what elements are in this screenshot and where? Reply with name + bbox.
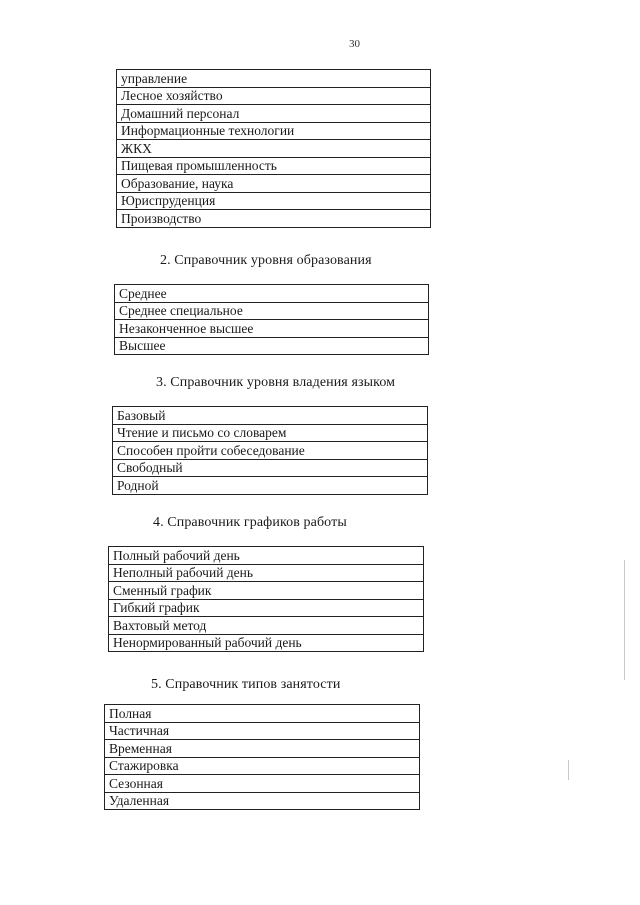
table-cell: Способен пройти собеседование [113, 442, 428, 460]
table-row [105, 722, 420, 740]
table-cell: Образование, наука [117, 175, 431, 193]
table-cell: Лесное хозяйство [117, 87, 431, 105]
section-heading-education: 2. Справочник уровня образования [160, 253, 372, 268]
table-row [115, 285, 429, 303]
table-row [105, 792, 420, 810]
table-row [117, 122, 431, 140]
table-row [109, 564, 424, 582]
table-row [117, 175, 431, 193]
industry-table [116, 69, 431, 228]
table-row [105, 705, 420, 723]
table-row [113, 424, 428, 442]
table-row [105, 757, 420, 775]
table-row [105, 775, 420, 793]
table-cell: управление [117, 70, 431, 88]
table-cell: Незаконченное высшее [115, 320, 429, 338]
table-cell: Частичная [105, 722, 420, 740]
language-table [112, 406, 428, 495]
table-row [117, 192, 431, 210]
table-cell: Информационные технологии [117, 122, 431, 140]
table-cell: Чтение и письмо со словарем [113, 424, 428, 442]
scan-artifact [624, 560, 625, 680]
table-row [115, 337, 429, 355]
table-cell: Пищевая промышленность [117, 157, 431, 175]
table-row [117, 105, 431, 123]
table-cell: Неполный рабочий день [109, 564, 424, 582]
table-row [109, 582, 424, 600]
table-row [117, 87, 431, 105]
table-cell: Производство [117, 210, 431, 228]
table-row [109, 547, 424, 565]
table-row [117, 70, 431, 88]
scan-artifact [568, 760, 569, 780]
table-cell: Сезонная [105, 775, 420, 793]
table-cell: Родной [113, 477, 428, 495]
table-cell: Высшее [115, 337, 429, 355]
table-cell: Вахтовый метод [109, 617, 424, 635]
table-row [113, 459, 428, 477]
table-row [113, 477, 428, 495]
table-row [109, 617, 424, 635]
table-cell: Полная [105, 705, 420, 723]
employment-table [104, 704, 420, 810]
table-cell: Ненормированный рабочий день [109, 634, 424, 652]
table-cell: Стажировка [105, 757, 420, 775]
section-heading-schedule: 4. Справочник графиков работы [153, 515, 347, 530]
table-cell: Полный рабочий день [109, 547, 424, 565]
table-row [109, 599, 424, 617]
table-cell: ЖКХ [117, 140, 431, 158]
table-cell: Юриспруденция [117, 192, 431, 210]
table-row [113, 442, 428, 460]
education-table [114, 284, 429, 355]
table-cell: Среднее специальное [115, 302, 429, 320]
section-heading-employment: 5. Справочник типов занятости [151, 677, 341, 692]
table-cell: Базовый [113, 407, 428, 425]
table-cell: Среднее [115, 285, 429, 303]
table-cell: Сменный график [109, 582, 424, 600]
table-row [115, 320, 429, 338]
table-cell: Гибкий график [109, 599, 424, 617]
section-heading-language: 3. Справочник уровня владения языком [156, 375, 396, 390]
table-cell: Удаленная [105, 792, 420, 810]
table-row [117, 157, 431, 175]
table-cell: Временная [105, 740, 420, 758]
schedule-table [108, 546, 424, 652]
table-row [113, 407, 428, 425]
table-row [109, 634, 424, 652]
table-row [115, 302, 429, 320]
table-cell: Домашний персонал [117, 105, 431, 123]
table-row [105, 740, 420, 758]
table-cell: Свободный [113, 459, 428, 477]
table-row [117, 210, 431, 228]
table-row [117, 140, 431, 158]
page-number: 30 [349, 38, 360, 50]
